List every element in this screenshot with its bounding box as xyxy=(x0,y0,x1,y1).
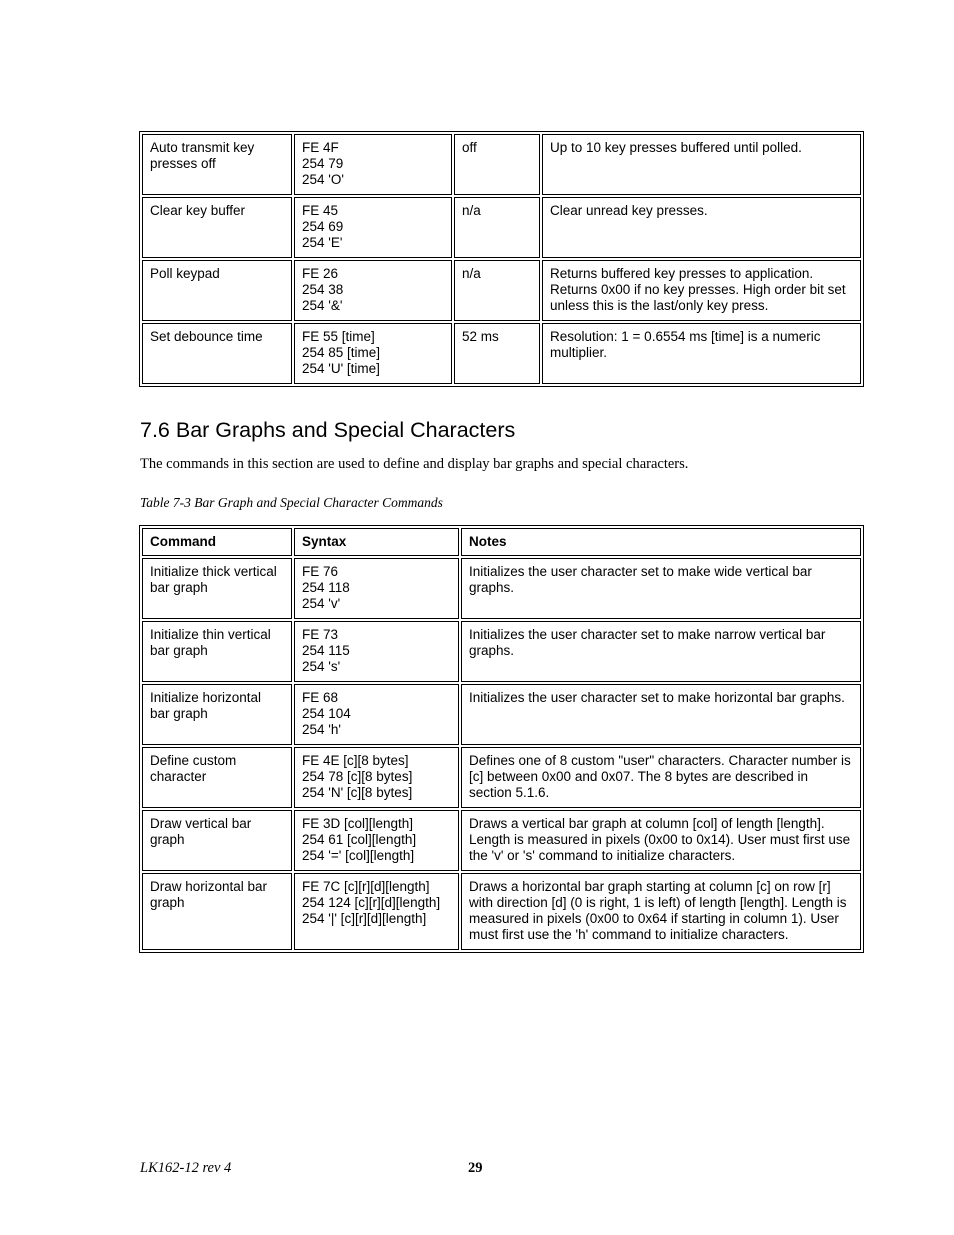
table-row xyxy=(142,260,861,321)
section-intro: The commands in this section are used to define and display bar graphs and special characters. xyxy=(140,456,689,472)
command-cell: Clear key buffer xyxy=(142,197,292,258)
syntax-cell: FE 55 [time] 254 85 [time] 254 'U' [time] xyxy=(294,323,452,384)
table-caption: Table 7-3 Bar Graph and Special Character Commands xyxy=(140,495,443,510)
notes-cell: Defines one of 8 custom "user" characters. Character number is [c] between 0x00 and 0x07. The 8 bytes are described in section 5.1.6. xyxy=(461,747,861,808)
command-cell: Initialize horizontal bar graph xyxy=(142,684,292,745)
command-cell: Draw horizontal bar graph xyxy=(142,873,292,950)
syntax-cell: FE 7C [c][r][d][length] 254 124 [c][r][d][length] 254 '|' [c][r][d][length] xyxy=(294,873,459,950)
command-cell: Set debounce time xyxy=(142,323,292,384)
notes-cell: Initializes the user character set to make narrow vertical bar graphs. xyxy=(461,621,861,682)
notes-cell: Draws a horizontal bar graph starting at column [c] on row [r] with direction [d] (0 is right, 1 is left) of length [length]. Length is measured in pixels (0x00 to 0x64 if starting in column 1). User must first use the 'h' command to initialize characters. xyxy=(461,873,861,950)
header-command: Command xyxy=(142,528,292,556)
table-row xyxy=(142,558,861,619)
table-row xyxy=(142,323,861,384)
table-row xyxy=(142,873,861,950)
section-heading: 7.6 Bar Graphs and Special Characters xyxy=(140,418,516,442)
notes-cell: Draws a vertical bar graph at column [col] of length [length]. Length is measured in pixels (0x00 to 0x14). User must first use the 'v' or 's' command to initialize characters. xyxy=(461,810,861,871)
table-row xyxy=(142,197,861,258)
footer-document-id: LK162-12 rev 4 xyxy=(140,1160,232,1176)
syntax-cell: FE 76 254 118 254 'v' xyxy=(294,558,459,619)
default-cell: n/a xyxy=(454,197,540,258)
footer-page-number: 29 xyxy=(468,1160,483,1176)
notes-cell: Clear unread key presses. xyxy=(542,197,861,258)
table-row xyxy=(142,747,861,808)
notes-cell: Resolution: 1 = 0.6554 ms [time] is a numeric multiplier. xyxy=(542,323,861,384)
table-row xyxy=(142,684,861,745)
default-cell: off xyxy=(454,134,540,195)
command-cell: Initialize thick vertical bar graph xyxy=(142,558,292,619)
command-cell: Draw vertical bar graph xyxy=(142,810,292,871)
notes-cell: Up to 10 key presses buffered until polled. xyxy=(542,134,861,195)
syntax-cell: FE 73 254 115 254 's' xyxy=(294,621,459,682)
notes-cell: Initializes the user character set to make wide vertical bar graphs. xyxy=(461,558,861,619)
notes-cell: Initializes the user character set to make horizontal bar graphs. xyxy=(461,684,861,745)
default-cell: n/a xyxy=(454,260,540,321)
syntax-cell: FE 68 254 104 254 'h' xyxy=(294,684,459,745)
command-cell: Auto transmit key presses off xyxy=(142,134,292,195)
command-cell: Initialize thin vertical bar graph xyxy=(142,621,292,682)
header-notes: Notes xyxy=(461,528,861,556)
syntax-cell: FE 4E [c][8 bytes] 254 78 [c][8 bytes] 254 'N' [c][8 bytes] xyxy=(294,747,459,808)
syntax-cell: FE 26 254 38 254 '&' xyxy=(294,260,452,321)
table-row xyxy=(142,621,861,682)
syntax-cell: FE 45 254 69 254 'E' xyxy=(294,197,452,258)
command-cell: Define custom character xyxy=(142,747,292,808)
command-cell: Poll keypad xyxy=(142,260,292,321)
notes-cell: Returns buffered key presses to application. Returns 0x00 if no key presses. High order bit set unless this is the last/only key press. xyxy=(542,260,861,321)
bar-graph-commands-table xyxy=(139,525,864,953)
table-header-row xyxy=(142,528,861,556)
table-row xyxy=(142,134,861,195)
keypad-commands-table xyxy=(139,131,864,387)
syntax-cell: FE 4F 254 79 254 'O' xyxy=(294,134,452,195)
table-row xyxy=(142,810,861,871)
header-syntax: Syntax xyxy=(294,528,459,556)
syntax-cell: FE 3D [col][length] 254 61 [col][length] 254 '=' [col][length] xyxy=(294,810,459,871)
default-cell: 52 ms xyxy=(454,323,540,384)
